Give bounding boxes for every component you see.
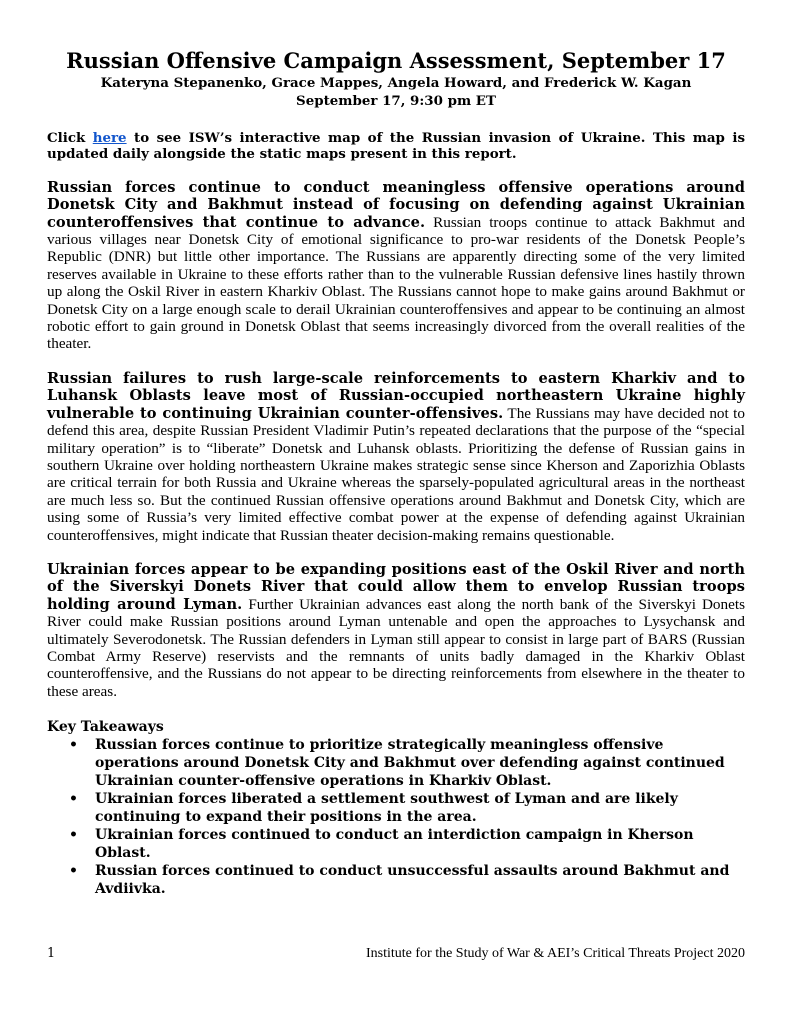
key-takeaways-list: [47, 736, 745, 898]
page-number: 1: [47, 946, 56, 961]
body-paragraph-3: [47, 562, 745, 701]
interactive-map-link[interactable]: here: [92, 130, 127, 146]
list-item: • Ukrainian forces liberated a settlement southwest of Lyman and are likely continuing to expand their positions in the area.: [95, 790, 745, 826]
key-takeaways-heading: Key Takeaways: [47, 719, 164, 736]
document-page: [47, 48, 745, 898]
footer-organization: Institute for the Study of War & AEI’s Critical Threats Project 2020: [365, 946, 745, 961]
paragraph-lead: Russian failures to rush large-scale reinforcements to eastern Kharkiv and to Luhansk Oblasts leave most of Russian-occupied northeastern Ukraine highly vulnerable to continuing Ukrainian counter-offensives.: [47, 369, 745, 422]
authors: Kateryna Stepanenko, Grace Mappes, Angela Howard, and Frederick W. Kagan: [100, 75, 692, 91]
paragraph-body: Russian troops continue to attack Bakhmut and various villages near Donetsk City of emotional significance to pro-war residents of the Donetsk People’s Republic (DNR) but little other importance. The Russians are apparently directing some of the very limited reserves available in Ukraine to these efforts rather than to the vulnerable Russian defensive lines hastily thrown up along the Oskil River in eastern Kharkiv Oblast. The Russians cannot hope to make gains around Bakhmut or Donetsk City on a large enough scale to derail Ukrainian counteroffensives and appear to be continuing an almost robotic effort to gain ground in Donetsk Oblast that seems increasingly divorced from the overall realities of the theater.: [47, 213, 745, 353]
body-paragraph-1: [47, 180, 745, 354]
intro-paragraph: [47, 130, 745, 163]
list-item: • Russian forces continue to prioritize strategically meaningless offensive operations around Donetsk City and Bakhmut over defending against continued Ukrainian counter-offensive operations in Kharkiv Oblast.: [95, 736, 745, 790]
paragraph-lead: Russian forces continue to conduct meaningless offensive operations around Donetsk City and Bakhmut instead of focusing on defending against Ukrainian counteroffensives that continue to advance.: [47, 178, 745, 231]
paragraph-body: Further Ukrainian advances east along the north bank of the Siverskyi Donets River could make Russian positions around Lyman untenable and open the approaches to Lysychansk and ultimately Severodonetsk. The Russian defenders in Lyman still appear to consist in large part of BARS (Russian Combat Army Reserve) reservists and the remnants of units badly damaged in the Kharkiv Oblast counteroffensive, and the Russians do not appear to be directing reinforcements from elsewhere in the theater to these areas.: [47, 595, 745, 700]
intro-text-before: Click: [47, 130, 93, 146]
list-item: • Russian forces continued to conduct unsuccessful assaults around Bakhmut and Avdiivka.: [95, 862, 745, 898]
page-title: Russian Offensive Campaign Assessment, September 17: [66, 48, 726, 73]
body-paragraph-2: [47, 371, 745, 545]
paragraph-body: The Russians may have decided not to defend this area, despite Russian President Vladimir Putin’s repeated declarations that the purpose of the “special military operation” is to “liberate” Donetsk and Luhansk oblasts. Prioritizing the defense of Russian gains in southern Ukraine over holding northeastern Ukraine makes strategic sense since Kherson and Zaporizhia Oblasts are critical terrain for both Russia and Ukraine whereas the sparsely-populated agricultural areas in the northeast are much less so. But the continued Russian offensive operations around Bakhmut and Donetsk City, which are using some of Russia’s very limited effective combat power at the expense of defending against Ukrainian counteroffensives, might indicate that Russian theater decision-making remains questionable.: [47, 404, 745, 544]
paragraph-lead: Ukrainian forces appear to be expanding positions east of the Oskil River and north of the Siverskyi Donets River that could allow them to envelop Russian troops holding around Lyman.: [47, 560, 745, 613]
publication-date: September 17, 9:30 pm ET: [296, 93, 496, 109]
intro-text-after: to see ISW’s interactive map of the Russian invasion of Ukraine. This map is updated daily alongside the static maps present in this report.: [47, 130, 745, 163]
list-item: • Ukrainian forces continued to conduct an interdiction campaign in Kherson Oblast.: [95, 826, 745, 862]
